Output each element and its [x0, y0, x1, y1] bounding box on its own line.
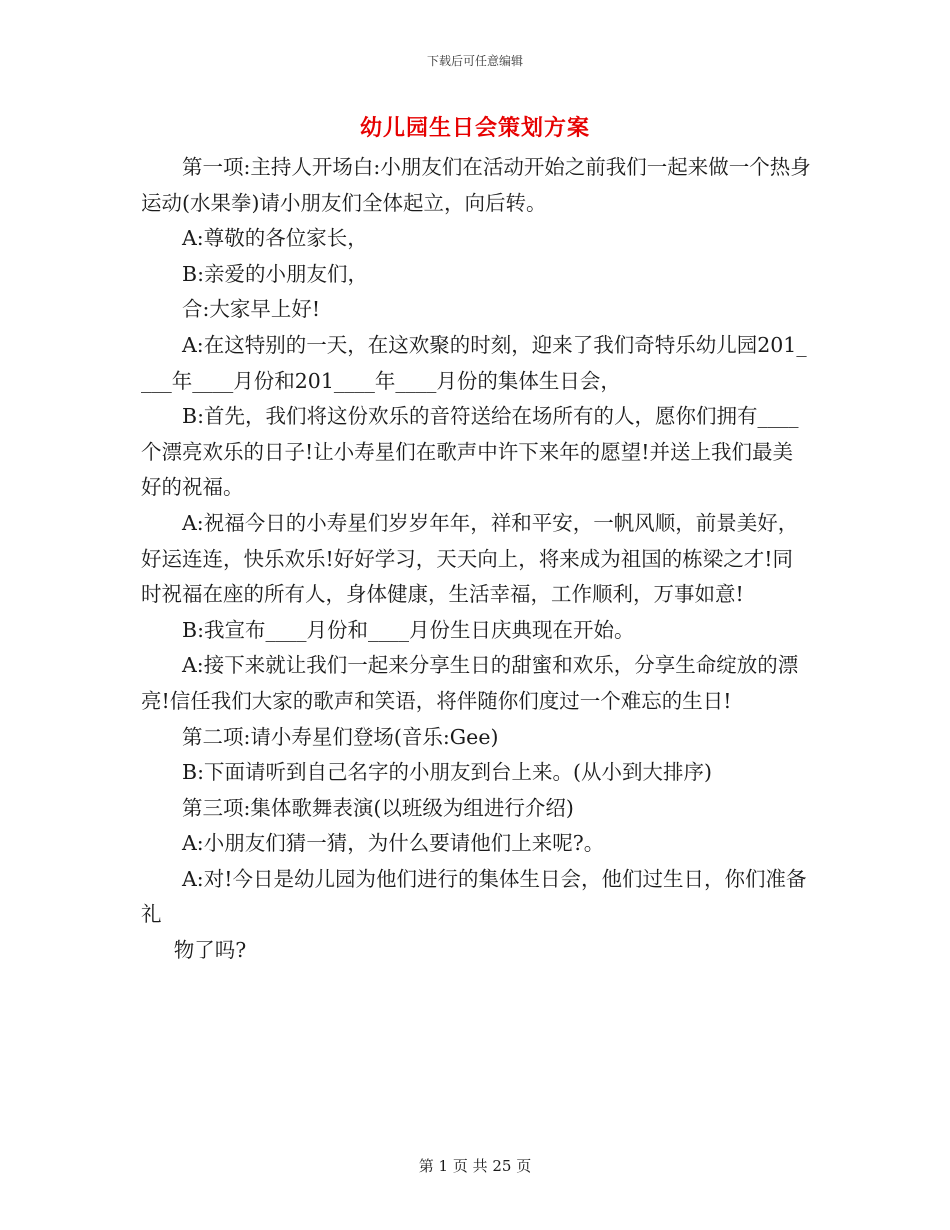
- paragraph: A:在这特别的一天，在这欢聚的时刻，迎来了我们奇特乐幼儿园201____年____月份和201____年____月份的集体生日会，: [141, 332, 807, 393]
- paragraph: 第三项:集体歌舞表演(以班级为组进行介绍): [182, 795, 574, 820]
- paragraph: 第一项:主持人开场白:小朋友们在活动开始之前我们一起来做一个热身运动(水果拳)请小朋友们全体起立，向后转。: [141, 155, 811, 215]
- paragraph: A:对!今日是幼儿园为他们进行的集体生日会，他们过生日，你们准备礼: [141, 866, 807, 927]
- paragraph: 第二项:请小寿星们登场(音乐:Gee): [182, 724, 499, 749]
- document-body: [141, 150, 813, 969]
- paragraph: B:我宣布____月份和____月份生日庆典现在开始。: [182, 617, 635, 642]
- paragraph: B:亲爱的小朋友们，: [182, 261, 368, 286]
- page-header-note: 下载后可任意编辑: [426, 54, 523, 68]
- paragraph: B:下面请听到自己名字的小朋友到台上来。(从小到大排序): [182, 760, 712, 785]
- paragraph: A:小朋友们猜一猜，为什么要请他们上来呢?。: [182, 831, 605, 856]
- paragraph-continuation: 物了吗?: [173, 938, 247, 963]
- paragraph: A:尊敬的各位家长，: [182, 226, 368, 251]
- paragraph: 合:大家早上好!: [182, 297, 321, 322]
- document-title: 幼儿园生日会策划方案: [359, 115, 590, 141]
- paragraph: B:首先，我们将这份欢乐的音符送给在场所有的人，愿你们拥有____个漂亮欢乐的日子!让小寿星们在歌声中许下来年的愿望!并送上我们最美好的祝福。: [141, 404, 799, 500]
- page-number: 第 1 页 共 25 页: [418, 1157, 532, 1175]
- paragraph: A:祝福今日的小寿星们岁岁年年，祥和平安，一帆风顺，前景美好，好运连连，快乐欢乐!好好学习，天天向上，将来成为祖国的栋梁之才!同时祝福在座的所有人，身体健康，生活幸福，工作顺利，万事如意!: [141, 510, 799, 607]
- paragraph: A:接下来就让我们一起来分享生日的甜蜜和欢乐，分享生命绽放的漂亮!信任我们大家的歌声和笑语，将伴随你们度过一个难忘的生日!: [141, 653, 799, 713]
